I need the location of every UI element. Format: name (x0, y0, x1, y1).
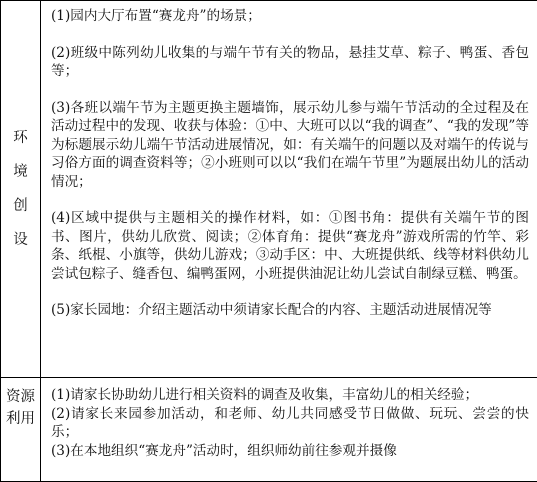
resource-content-cell (41, 378, 537, 482)
environment-item-2: (2)班级中陈列幼儿收集的与端午节有关的物品，悬挂艾草、粽子、鸭蛋、香包等； (51, 44, 529, 81)
resource-item-2: (2)请家长来园参加活动，和老师、幼儿共同感受节日做做、玩玩、尝尝的快乐； (51, 405, 529, 442)
environment-item-3: (3)各班以端午节为主题更换主题墙饰，展示幼儿参与端午节活动的全过程及在活动过程中的发现、收获与体验：①中、大班可以以“我的调查”、“我的发现”等为标题展示幼儿端午节活动进展情况，如：有关端午的问题以及对端午的传说与习俗方面的调查资料等；②小班则可以以“我们在端午节里”为题展出幼儿的活动情况； (51, 99, 529, 192)
environment-row (1, 1, 537, 378)
environment-label-cell (1, 1, 41, 378)
resource-row (1, 378, 537, 482)
environment-item-1: (1)园内大厅布置“赛龙舟”的场景； (51, 7, 529, 26)
environment-item-4: (4)区域中提供与主题相关的操作材料，如：①图书角：提供有关端午节的图书、图片，供幼儿欣赏、阅读；②体育角：提供“赛龙舟”游戏所需的竹竿、彩条、纸棍、小旗等，供幼儿游戏；③动手区：中、大班提供纸、线等材料供幼儿尝试包粽子、缝香包、编鸭蛋网，小班提供油泥让幼儿尝试自制绿豆糕、鸭蛋。 (51, 209, 529, 283)
environment-content-cell (41, 1, 537, 378)
resource-item-3: (3)在本地组织“赛龙舟”活动时，组织师幼前往参观并摄像 (51, 442, 529, 461)
section-label-resource: 资源利用 (4, 386, 38, 430)
resource-item-1: (1)请家长协助幼儿进行相关资料的调查及收集，丰富幼儿的相关经验； (51, 386, 529, 405)
section-label-environment: 环境创设 (11, 121, 31, 257)
environment-item-5: (5)家长园地：介绍主题活动中须请家长配合的内容、主题活动进展情况等 (51, 301, 529, 320)
resource-label-cell (1, 378, 41, 482)
